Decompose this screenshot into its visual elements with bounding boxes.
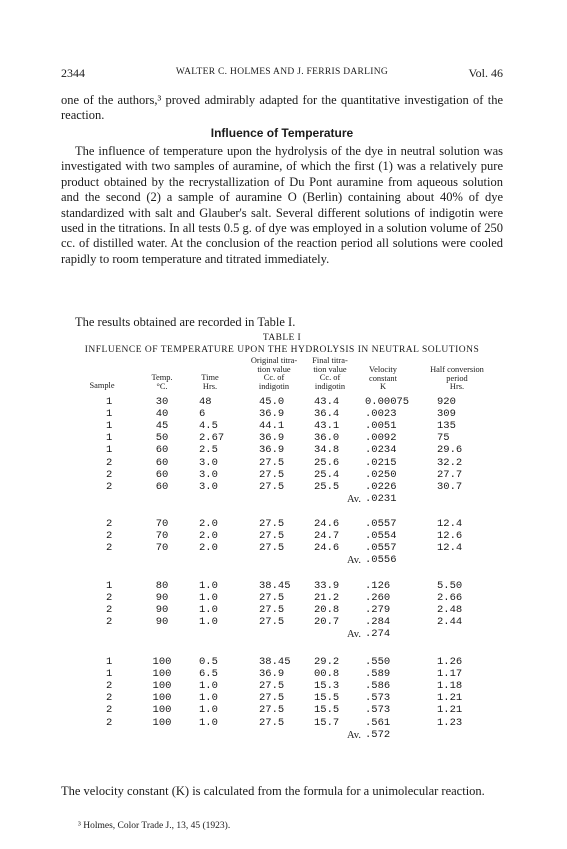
cell-sample: 1 <box>106 396 113 408</box>
cell-velocity: .279 <box>365 604 391 617</box>
cell-original: 44.1 <box>259 420 285 433</box>
cell-final: 15.7 <box>314 716 340 729</box>
paragraph-temperature: The influence of temperature upon the hydrolysis of the dye in neutral solution was investigated with two samples of auramine, of which the first (1) was a relatively pure product obtained by the recrystallization of Du Pont auramine from aqueous solution and the second (2) a sample of auramine O (Berlin) containing about 40% of dye standardized with salt and Glauber's salt. Several different solutions of indigotin were used in the titrations. In all tests 0.5 g. of dye was employed in a solution volume of 250 cc. of distilled water. At the conclusion of the reaction period all solutions were cooled rapidly to room temperature and titrated immediately. <box>61 144 503 266</box>
cell-final: 15.3 <box>314 680 340 693</box>
cell-sample: 2 <box>106 530 113 543</box>
cell-half-period: 1.17 <box>437 668 463 681</box>
cell-original: 45.0 <box>259 396 285 408</box>
cell-time: 2.0 <box>199 518 218 530</box>
cell-half-period: 27.7 <box>437 468 463 481</box>
cell-original: 27.5 <box>259 468 285 481</box>
cell-time: 1.0 <box>199 580 218 592</box>
cell-original: 27.5 <box>259 604 285 617</box>
cell-original: 27.5 <box>259 456 285 469</box>
cell-time: 1.0 <box>199 692 218 705</box>
cell-temp: 45 <box>155 420 169 433</box>
cell-time: 4.5 <box>199 420 218 433</box>
cell-final: 34.8 <box>314 444 340 457</box>
cell-time: 1.0 <box>199 604 218 617</box>
cell-velocity: .550 <box>365 656 391 668</box>
cell-time: 3.0 <box>199 456 218 469</box>
cell-half-period: 920 <box>437 396 456 408</box>
cell-sample: 2 <box>106 468 113 481</box>
cell-velocity: .586 <box>365 680 391 693</box>
header-final-titration: Final titra- tion value Cc. of indigotin <box>312 356 348 391</box>
cell-time: 2.0 <box>199 530 218 543</box>
cell-temp: 100 <box>152 692 172 705</box>
page-number: 2344 <box>61 66 85 80</box>
cell-temp: 60 <box>155 456 169 469</box>
average-label: Av. <box>347 493 361 505</box>
cell-time: 48 <box>199 396 212 408</box>
cell-velocity: .0554 <box>365 530 397 543</box>
running-head-authors: WALTER C. HOLMES AND J. FERRIS DARLING <box>175 67 389 77</box>
section-heading: Influence of Temperature <box>210 126 354 140</box>
cell-velocity: .0250 <box>365 468 397 481</box>
cell-original: 36.9 <box>259 408 285 421</box>
cell-temp: 60 <box>155 480 169 493</box>
cell-temp: 100 <box>152 656 172 668</box>
cell-time: 2.67 <box>199 432 225 445</box>
cell-sample: 1 <box>106 668 113 681</box>
cell-original: 27.5 <box>259 680 285 693</box>
cell-sample: 1 <box>106 580 113 592</box>
cell-final: 24.7 <box>314 530 340 543</box>
cell-sample: 2 <box>106 692 113 705</box>
cell-velocity: .561 <box>365 716 391 729</box>
cell-final: 25.6 <box>314 456 340 469</box>
cell-time: 1.0 <box>199 716 218 729</box>
cell-sample: 1 <box>106 420 113 433</box>
cell-sample: 1 <box>106 444 113 457</box>
cell-velocity: .260 <box>365 592 391 605</box>
cell-half-period: 12.4 <box>437 542 463 555</box>
header-sample: Sample <box>89 381 115 390</box>
cell-time: 6.5 <box>199 668 218 681</box>
cell-time: 1.0 <box>199 616 218 629</box>
cell-final: 24.6 <box>314 518 340 530</box>
cell-original: 38.45 <box>259 656 291 668</box>
cell-time: 1.0 <box>199 704 218 717</box>
cell-time: 2.0 <box>199 542 218 555</box>
cell-original: 36.9 <box>259 444 285 457</box>
cell-sample: 2 <box>106 716 113 729</box>
cell-velocity: .0051 <box>365 420 397 433</box>
cell-final: 15.5 <box>314 704 340 717</box>
average-label: Av. <box>347 555 361 567</box>
cell-time: 1.0 <box>199 680 218 693</box>
cell-final: 15.5 <box>314 692 340 705</box>
cell-velocity: .0215 <box>365 456 397 469</box>
cell-final: 20.7 <box>314 616 340 629</box>
cell-original: 27.5 <box>259 692 285 705</box>
header-time: Time Hrs. <box>201 373 219 391</box>
average-velocity: .572 <box>365 728 391 741</box>
cell-velocity: .589 <box>365 668 391 681</box>
cell-velocity: .126 <box>365 580 391 592</box>
cell-temp: 60 <box>155 468 169 481</box>
cell-half-period: 29.6 <box>437 444 463 457</box>
cell-half-period: 1.26 <box>437 656 463 668</box>
cell-sample: 2 <box>106 480 113 493</box>
cell-time: 1.0 <box>199 592 218 605</box>
cell-half-period: 12.4 <box>437 518 463 530</box>
cell-half-period: 135 <box>437 420 456 433</box>
cell-original: 27.5 <box>259 518 285 530</box>
average-label: Av. <box>347 629 361 641</box>
cell-temp: 90 <box>155 604 169 617</box>
cell-velocity: 0.00075 <box>365 396 410 408</box>
average-label: Av. <box>347 729 361 741</box>
cell-original: 27.5 <box>259 480 285 493</box>
cell-final: 21.2 <box>314 592 340 605</box>
cell-original: 27.5 <box>259 542 285 555</box>
cell-sample: 2 <box>106 616 113 629</box>
cell-half-period: 2.44 <box>437 616 463 629</box>
cell-time: 3.0 <box>199 480 218 493</box>
header-velocity-constant: Velocity constant K <box>369 365 397 392</box>
cell-velocity: .284 <box>365 616 391 629</box>
cell-temp: 100 <box>152 668 172 681</box>
cell-temp: 70 <box>155 542 169 555</box>
cell-final: 24.6 <box>314 542 340 555</box>
cell-original: 27.5 <box>259 716 285 729</box>
cell-velocity: .0023 <box>365 408 397 421</box>
cell-sample: 2 <box>106 704 113 717</box>
running-head <box>61 66 503 80</box>
cell-final: 43.1 <box>314 420 340 433</box>
cell-half-period: 12.6 <box>437 530 463 543</box>
cell-sample: 1 <box>106 432 113 445</box>
cell-half-period: 1.23 <box>437 716 463 729</box>
cell-temp: 100 <box>152 680 172 693</box>
cell-temp: 100 <box>152 716 172 729</box>
cell-temp: 40 <box>155 408 169 421</box>
cell-time: 6 <box>199 408 206 421</box>
cell-final: 00.8 <box>314 668 340 681</box>
paragraph-velocity: The velocity constant (K) is calculated from the formula for a unimolecular reaction. <box>61 784 485 798</box>
average-velocity: .0556 <box>365 554 397 567</box>
table-caption: TABLE I <box>262 333 302 343</box>
cell-velocity: .0557 <box>365 518 397 530</box>
cell-half-period: 1.21 <box>437 692 463 705</box>
cell-final: 36.4 <box>314 408 340 421</box>
cell-original: 38.45 <box>259 580 291 592</box>
cell-velocity: .0092 <box>365 432 397 445</box>
cell-sample: 2 <box>106 456 113 469</box>
cell-half-period: 2.48 <box>437 604 463 617</box>
cell-sample: 2 <box>106 604 113 617</box>
cell-half-period: 30.7 <box>437 480 463 493</box>
cell-final: 29.2 <box>314 656 340 668</box>
cell-time: 2.5 <box>199 444 218 457</box>
cell-final: 36.0 <box>314 432 340 445</box>
header-half-conversion: Half conversion period Hrs. <box>430 365 484 392</box>
cell-sample: 2 <box>106 542 113 555</box>
cell-temp: 100 <box>152 704 172 717</box>
paragraph-continuation: one of the authors,³ proved admirably adapted for the quantitative investigation of the reaction. <box>61 93 503 123</box>
cell-temp: 80 <box>155 580 169 592</box>
cell-velocity: .0226 <box>365 480 397 493</box>
cell-time: 3.0 <box>199 468 218 481</box>
cell-half-period: 2.66 <box>437 592 463 605</box>
cell-final: 33.9 <box>314 580 340 592</box>
cell-half-period: 75 <box>437 432 450 445</box>
cell-time: 0.5 <box>199 656 218 668</box>
cell-velocity: .0234 <box>365 444 397 457</box>
cell-original: 36.9 <box>259 432 285 445</box>
cell-final: 43.4 <box>314 396 340 408</box>
average-velocity: .274 <box>365 628 391 641</box>
header-temp: Temp. °C. <box>151 373 173 391</box>
cell-final: 25.5 <box>314 480 340 493</box>
cell-sample: 1 <box>106 408 113 421</box>
cell-temp: 90 <box>155 592 169 605</box>
cell-original: 27.5 <box>259 616 285 629</box>
cell-sample: 2 <box>106 592 113 605</box>
cell-velocity: .573 <box>365 692 391 705</box>
cell-sample: 2 <box>106 680 113 693</box>
header-original-titration: Original titra- tion value Cc. of indigotin <box>250 356 298 391</box>
cell-original: 27.5 <box>259 530 285 543</box>
cell-half-period: 32.2 <box>437 456 463 469</box>
cell-half-period: 1.18 <box>437 680 463 693</box>
cell-velocity: .573 <box>365 704 391 717</box>
cell-half-period: 309 <box>437 408 456 421</box>
cell-sample: 2 <box>106 518 113 530</box>
cell-velocity: .0557 <box>365 542 397 555</box>
cell-temp: 50 <box>155 432 169 445</box>
cell-temp: 30 <box>155 396 169 408</box>
cell-temp: 60 <box>155 444 169 457</box>
cell-final: 20.8 <box>314 604 340 617</box>
cell-temp: 70 <box>155 530 169 543</box>
average-velocity: .0231 <box>365 492 397 505</box>
footnote: ³ Holmes, Color Trade J., 13, 45 (1923). <box>78 821 231 831</box>
cell-original: 27.5 <box>259 704 285 717</box>
cell-original: 27.5 <box>259 592 285 605</box>
volume-label: Vol. 46 <box>468 66 503 80</box>
cell-half-period: 1.21 <box>437 704 463 717</box>
cell-original: 36.9 <box>259 668 285 681</box>
cell-temp: 90 <box>155 616 169 629</box>
table-title: INFLUENCE OF TEMPERATURE UPON THE HYDROLYSIS IN NEUTRAL SOLUTIONS <box>84 345 480 355</box>
cell-half-period: 5.50 <box>437 580 463 592</box>
cell-temp: 70 <box>155 518 169 530</box>
cell-sample: 1 <box>106 656 113 668</box>
paragraph-results: The results obtained are recorded in Table I. <box>75 315 296 329</box>
cell-final: 25.4 <box>314 468 340 481</box>
